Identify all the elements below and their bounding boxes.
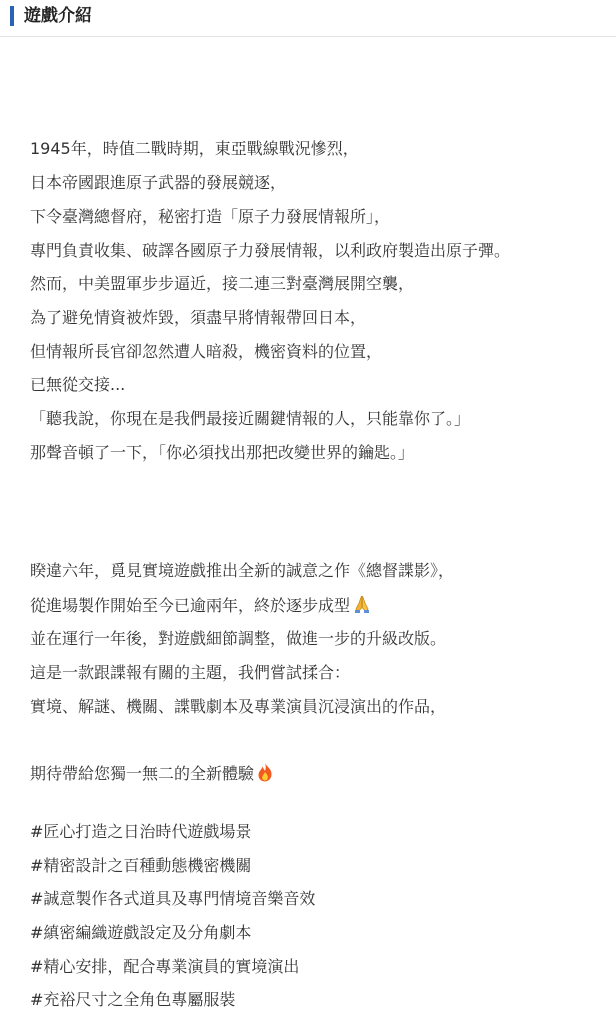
closing-text: 期待帶給您獨一無二的全新體驗 <box>30 764 255 783</box>
section-header <box>0 0 616 37</box>
hashtag-line: #精密設計之百種動態機密機關 <box>30 856 252 875</box>
story-line: 「聽我說，你現在是我們最接近關鍵情報的人，只能靠你了。」 <box>30 409 471 428</box>
story-line: 為了避免情資被炸毀，須盡早將情報帶回日本， <box>30 308 367 327</box>
story-line: 但情報所長官卻忽然遭人暗殺，機密資料的位置， <box>30 342 383 361</box>
story-line: 然而，中美盟軍步步逼近，接二連三對臺灣展開空襲， <box>30 274 415 293</box>
story-line: 1945年，時值二戰時期，東亞戰線戰況慘烈， <box>30 139 359 158</box>
intro-line: 並在運行一年後，對遊戲細節調整，做進一步的升級改版。 <box>30 629 447 648</box>
section-title: 遊戲介紹 <box>24 6 92 26</box>
story-line: 下令臺灣總督府，秘密打造「原子力發展情報所」， <box>30 207 391 226</box>
hashtag-line: #匠心打造之日治時代遊戲場景 <box>30 822 252 841</box>
closing-line <box>30 762 274 788</box>
hashtag-line: #誠意製作各式道具及專門情境音樂音效 <box>30 889 316 908</box>
hashtag-line: #精心安排，配合專業演員的實境演出 <box>30 957 300 976</box>
story-line: 專門負責收集、破譯各國原子力發展情報，以利政府製造出原子彈。 <box>30 241 511 260</box>
hashtag-line: #充裕尺寸之全角色專屬服裝 <box>30 990 236 1009</box>
intro-line: 這是一款跟諜報有關的主題，我們嘗試揉合： <box>30 663 351 682</box>
folded-hands-icon <box>352 594 372 620</box>
intro-line: 實境、解謎、機關、諜戰劇本及專業演員沉浸演出的作品， <box>30 697 447 716</box>
intro-line: 睽違六年，覓見實境遊戲推出全新的誠意之作《總督諜影》， <box>30 561 455 580</box>
story-line: 那聲音頓了一下，「你必須找出那把改變世界的鑰匙。」 <box>30 443 415 462</box>
story-line: 日本帝國跟進原子武器的發展競逐， <box>30 173 287 192</box>
header-accent-bar <box>10 6 14 26</box>
intro-line-text: 從進場製作開始至今已逾兩年，終於逐步成型 <box>30 596 351 615</box>
story-line: 已無從交接... <box>30 375 126 394</box>
hashtag-line: #縝密編織遊戲設定及分角劇本 <box>30 923 252 942</box>
fire-icon <box>256 762 274 788</box>
intro-line <box>30 594 372 620</box>
